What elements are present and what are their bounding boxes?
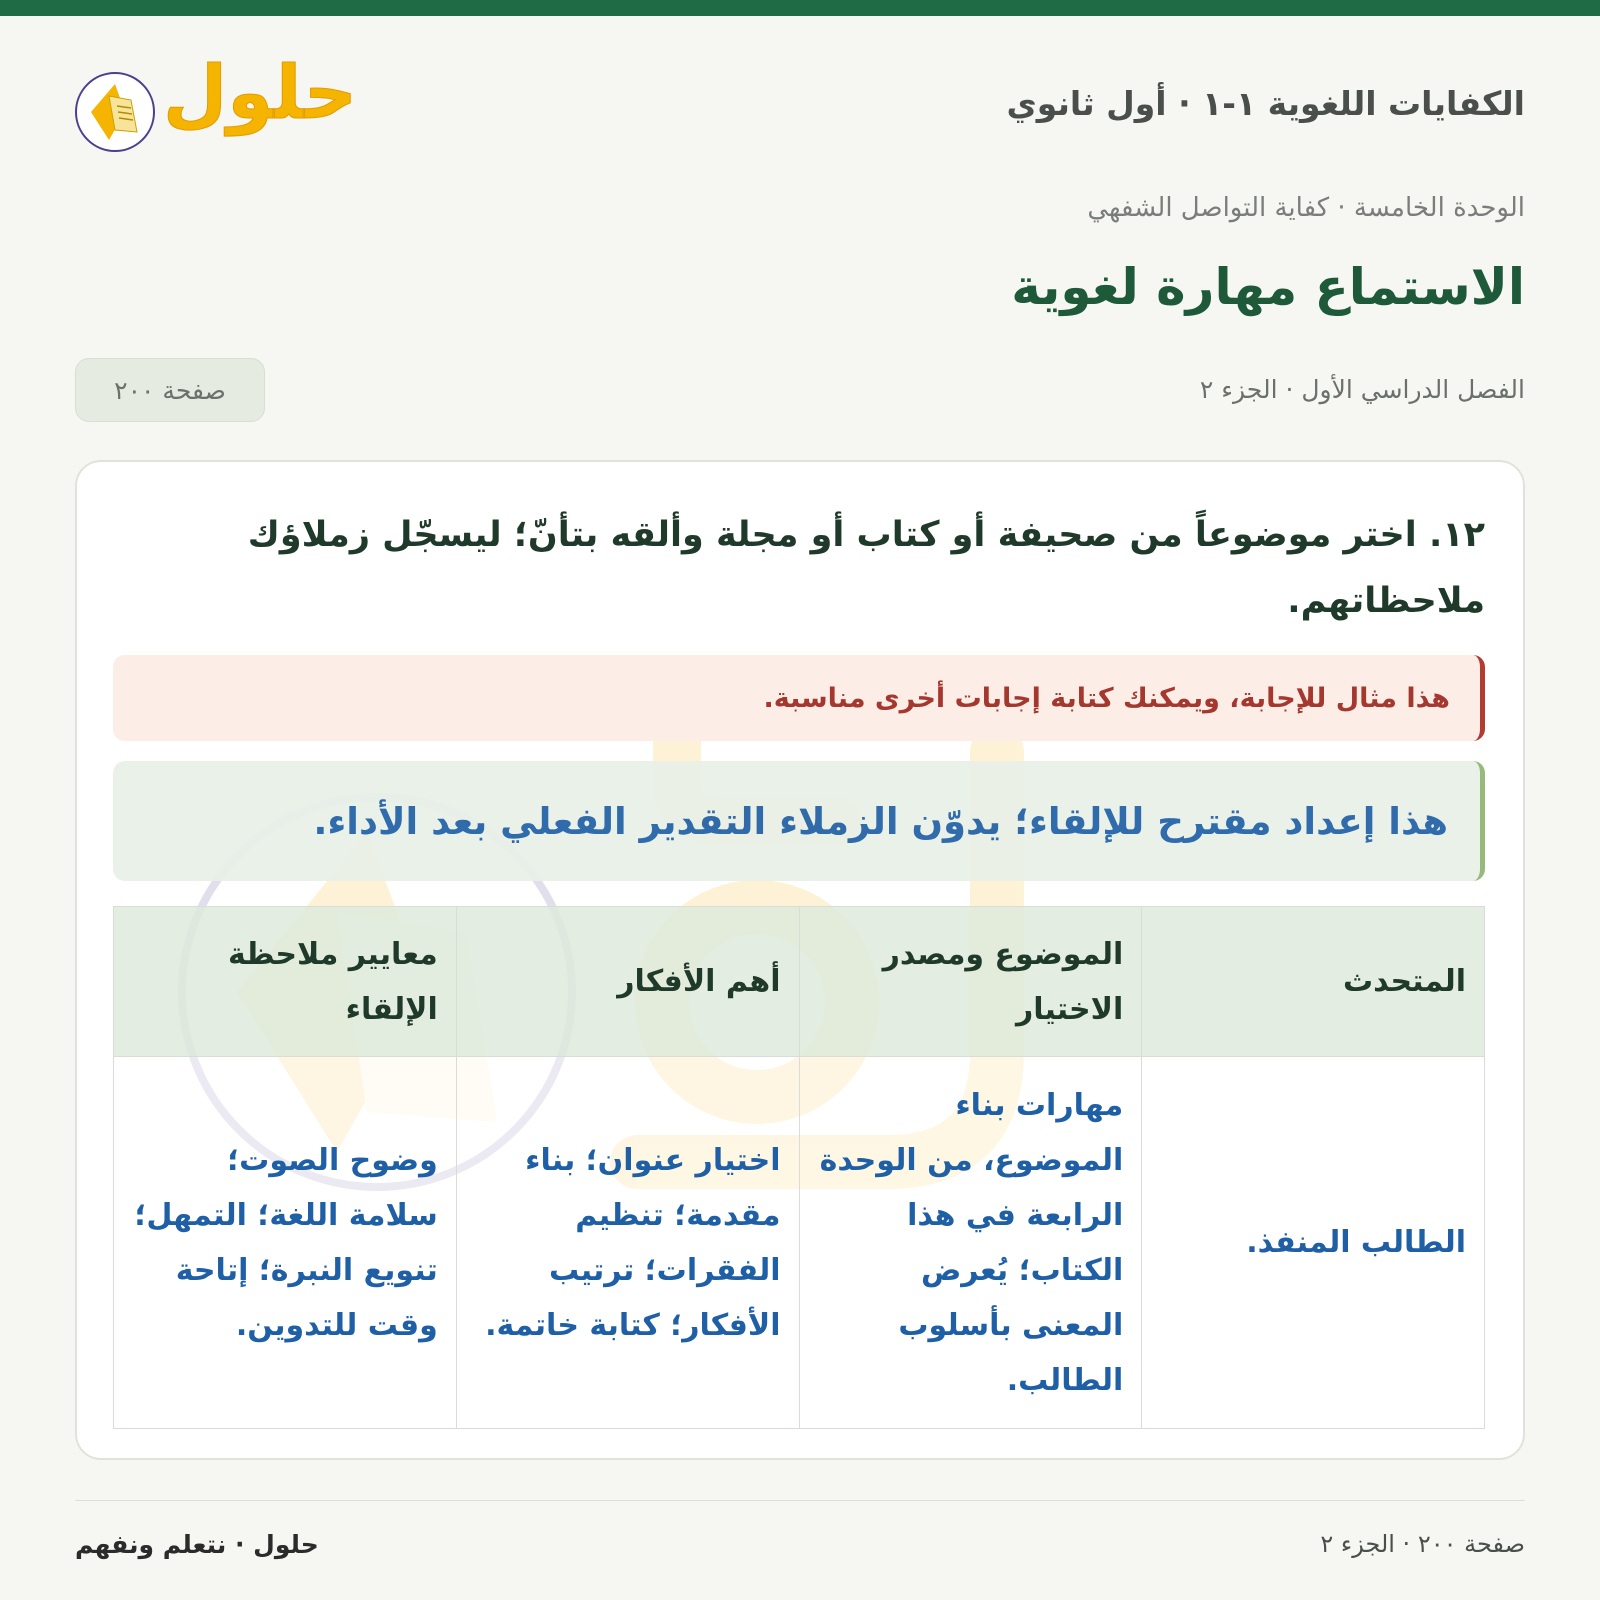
cell-delivery-criteria: وضوح الصوت؛ سلامة اللغة؛ التمهل؛ تنويع النبرة؛ إتاحة وقت للتدوين. [114,1057,457,1429]
observation-table [113,906,1485,1429]
top-accent-bar [0,0,1600,16]
table-row [114,1057,1485,1429]
semester-info: الفصل الدراسي الأول · الجزء ٢ [1199,375,1525,404]
answer-card [75,460,1525,1460]
cell-main-ideas: اختيار عنوان؛ بناء مقدمة؛ تنظيم الفقرات؛ ترتيب الأفكار؛ كتابة خاتمة. [456,1057,799,1429]
footer-divider [75,1500,1525,1501]
footer-brand-slogan: حلول · نتعلم ونفهم [75,1530,319,1559]
lesson-title: الاستماع مهارة لغوية [1011,258,1525,316]
page-header [75,52,1525,162]
header-delivery-criteria: معايير ملاحظة الإلقاء [114,907,457,1057]
header-main-ideas: أهم الأفكار [456,907,799,1057]
cell-speaker: الطالب المنفذ. [1142,1057,1485,1429]
intro-text: هذا إعداد مقترح للإلقاء؛ يدوّن الزملاء التقدير الفعلي بعد الأداء. [313,799,1448,843]
footer-page-info: صفحة ٢٠٠ · الجزء ٢ [1320,1530,1525,1558]
cell-topic-source: مهارات بناء الموضوع، من الوحدة الرابعة في هذا الكتاب؛ يُعرض المعنى بأسلوب الطالب. [799,1057,1142,1429]
question-text: ١٢. اختر موضوعاً من صحيفة أو كتاب أو مجلة وألقه بتأنّ؛ ليسجّل زملاؤك ملاحظاتهم. [247,515,1485,621]
course-title: الكفايات اللغوية ١-١ · أول ثانوي [1006,84,1525,123]
logo-wordmark: حلول [163,50,358,136]
unit-breadcrumb: الوحدة الخامسة · كفاية التواصل الشفهي [1087,193,1525,223]
hulul-logo[interactable] [75,50,358,162]
page-badge: صفحة ٢٠٠ [75,358,265,422]
header-topic-source: الموضوع ومصدر الاختيار [799,907,1142,1057]
example-note-text: هذا مثال للإجابة، ويمكنك كتابة إجابات أخرى مناسبة. [763,682,1450,714]
example-note [113,655,1485,741]
book-icon [75,70,159,154]
table-header-row [114,907,1485,1057]
header-speaker: المتحدث [1142,907,1485,1057]
intro-box [113,761,1485,881]
